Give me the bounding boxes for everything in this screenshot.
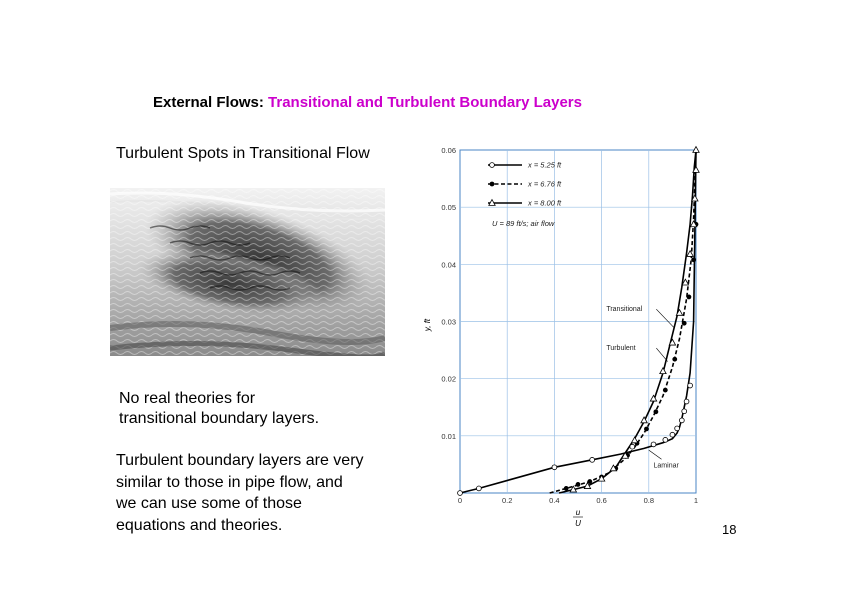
open-circle-marker bbox=[670, 432, 675, 437]
velocity-profile-chart bbox=[420, 140, 720, 530]
legend-label: x = 6.76 ft bbox=[528, 179, 562, 189]
legend-label: x = 5.25 ft bbox=[528, 160, 562, 170]
title-highlight: Transitional and Turbulent Boundary Layers bbox=[268, 94, 582, 111]
transitional-note bbox=[119, 389, 319, 429]
x-tick-label: 0.2 bbox=[501, 496, 513, 505]
note-line: transitional boundary layers. bbox=[119, 410, 320, 427]
y-tick-label: 0.03 bbox=[441, 317, 456, 327]
open-circle-marker bbox=[663, 437, 668, 442]
y-tick-label: 0.04 bbox=[441, 260, 456, 270]
note-line: No real theories for bbox=[119, 390, 256, 407]
x-tick-label: 1 bbox=[693, 496, 699, 505]
open-circle-marker bbox=[675, 426, 680, 431]
page-number: 18 bbox=[722, 522, 737, 537]
y-tick-label: 0.06 bbox=[441, 146, 456, 155]
filled-circle-marker bbox=[653, 409, 658, 414]
note-line: equations and theories. bbox=[116, 516, 283, 534]
open-circle-marker bbox=[458, 491, 463, 496]
x-tick-label: 0.8 bbox=[643, 496, 655, 505]
note-line: Turbulent boundary layers are very bbox=[116, 452, 364, 469]
annotation-turbulent: Turbulent bbox=[606, 345, 636, 353]
open-circle-marker bbox=[684, 399, 689, 404]
legend-label: x = 8.00 ft bbox=[528, 198, 562, 208]
filled-circle-marker bbox=[682, 321, 687, 326]
open-circle-marker bbox=[552, 465, 557, 470]
x-tick-label: 0.4 bbox=[549, 496, 560, 505]
open-circle-marker bbox=[688, 383, 693, 388]
filled-circle-marker bbox=[576, 482, 581, 487]
open-circle-marker bbox=[651, 442, 656, 447]
open-circle-marker bbox=[682, 409, 687, 414]
filled-circle-marker bbox=[672, 357, 677, 362]
legend-note: U = 89 ft/s; air flow bbox=[492, 219, 555, 228]
y-tick-label: 0.01 bbox=[441, 431, 456, 441]
turbulent-note bbox=[116, 450, 364, 536]
annotation-transitional: Transitional bbox=[606, 306, 643, 314]
annotation-laminar: Laminar bbox=[653, 462, 679, 470]
x-tick-label: 0 bbox=[457, 496, 463, 505]
open-circle-marker bbox=[630, 444, 635, 449]
filled-circle-marker bbox=[687, 295, 692, 300]
y-axis-label: y, ft bbox=[423, 318, 432, 332]
title-prefix: External Flows: bbox=[153, 94, 269, 111]
legend-filled-circle-marker bbox=[490, 182, 495, 187]
y-tick-label: 0.02 bbox=[441, 374, 456, 384]
filled-circle-marker bbox=[644, 427, 649, 432]
legend-open-circle-marker bbox=[490, 163, 495, 168]
filled-circle-marker bbox=[663, 388, 668, 393]
y-tick-label: 0.05 bbox=[441, 203, 456, 213]
photo-caption: Turbulent Spots in Transitional Flow bbox=[116, 145, 370, 162]
turbulent-spots-photo bbox=[110, 188, 385, 356]
filled-circle-marker bbox=[691, 257, 696, 262]
x-axis-label-denominator: U bbox=[575, 519, 581, 528]
open-circle-marker bbox=[590, 457, 595, 462]
note-line: we can use some of those bbox=[116, 495, 302, 512]
x-axis-label-numerator: u bbox=[575, 508, 581, 517]
note-line: similar to those in pipe flow, and bbox=[116, 473, 343, 491]
slide-title bbox=[153, 94, 582, 111]
x-tick-label: 0.6 bbox=[596, 496, 607, 505]
open-circle-marker bbox=[476, 486, 481, 491]
open-circle-marker bbox=[679, 418, 684, 423]
filled-circle-marker bbox=[564, 486, 569, 491]
